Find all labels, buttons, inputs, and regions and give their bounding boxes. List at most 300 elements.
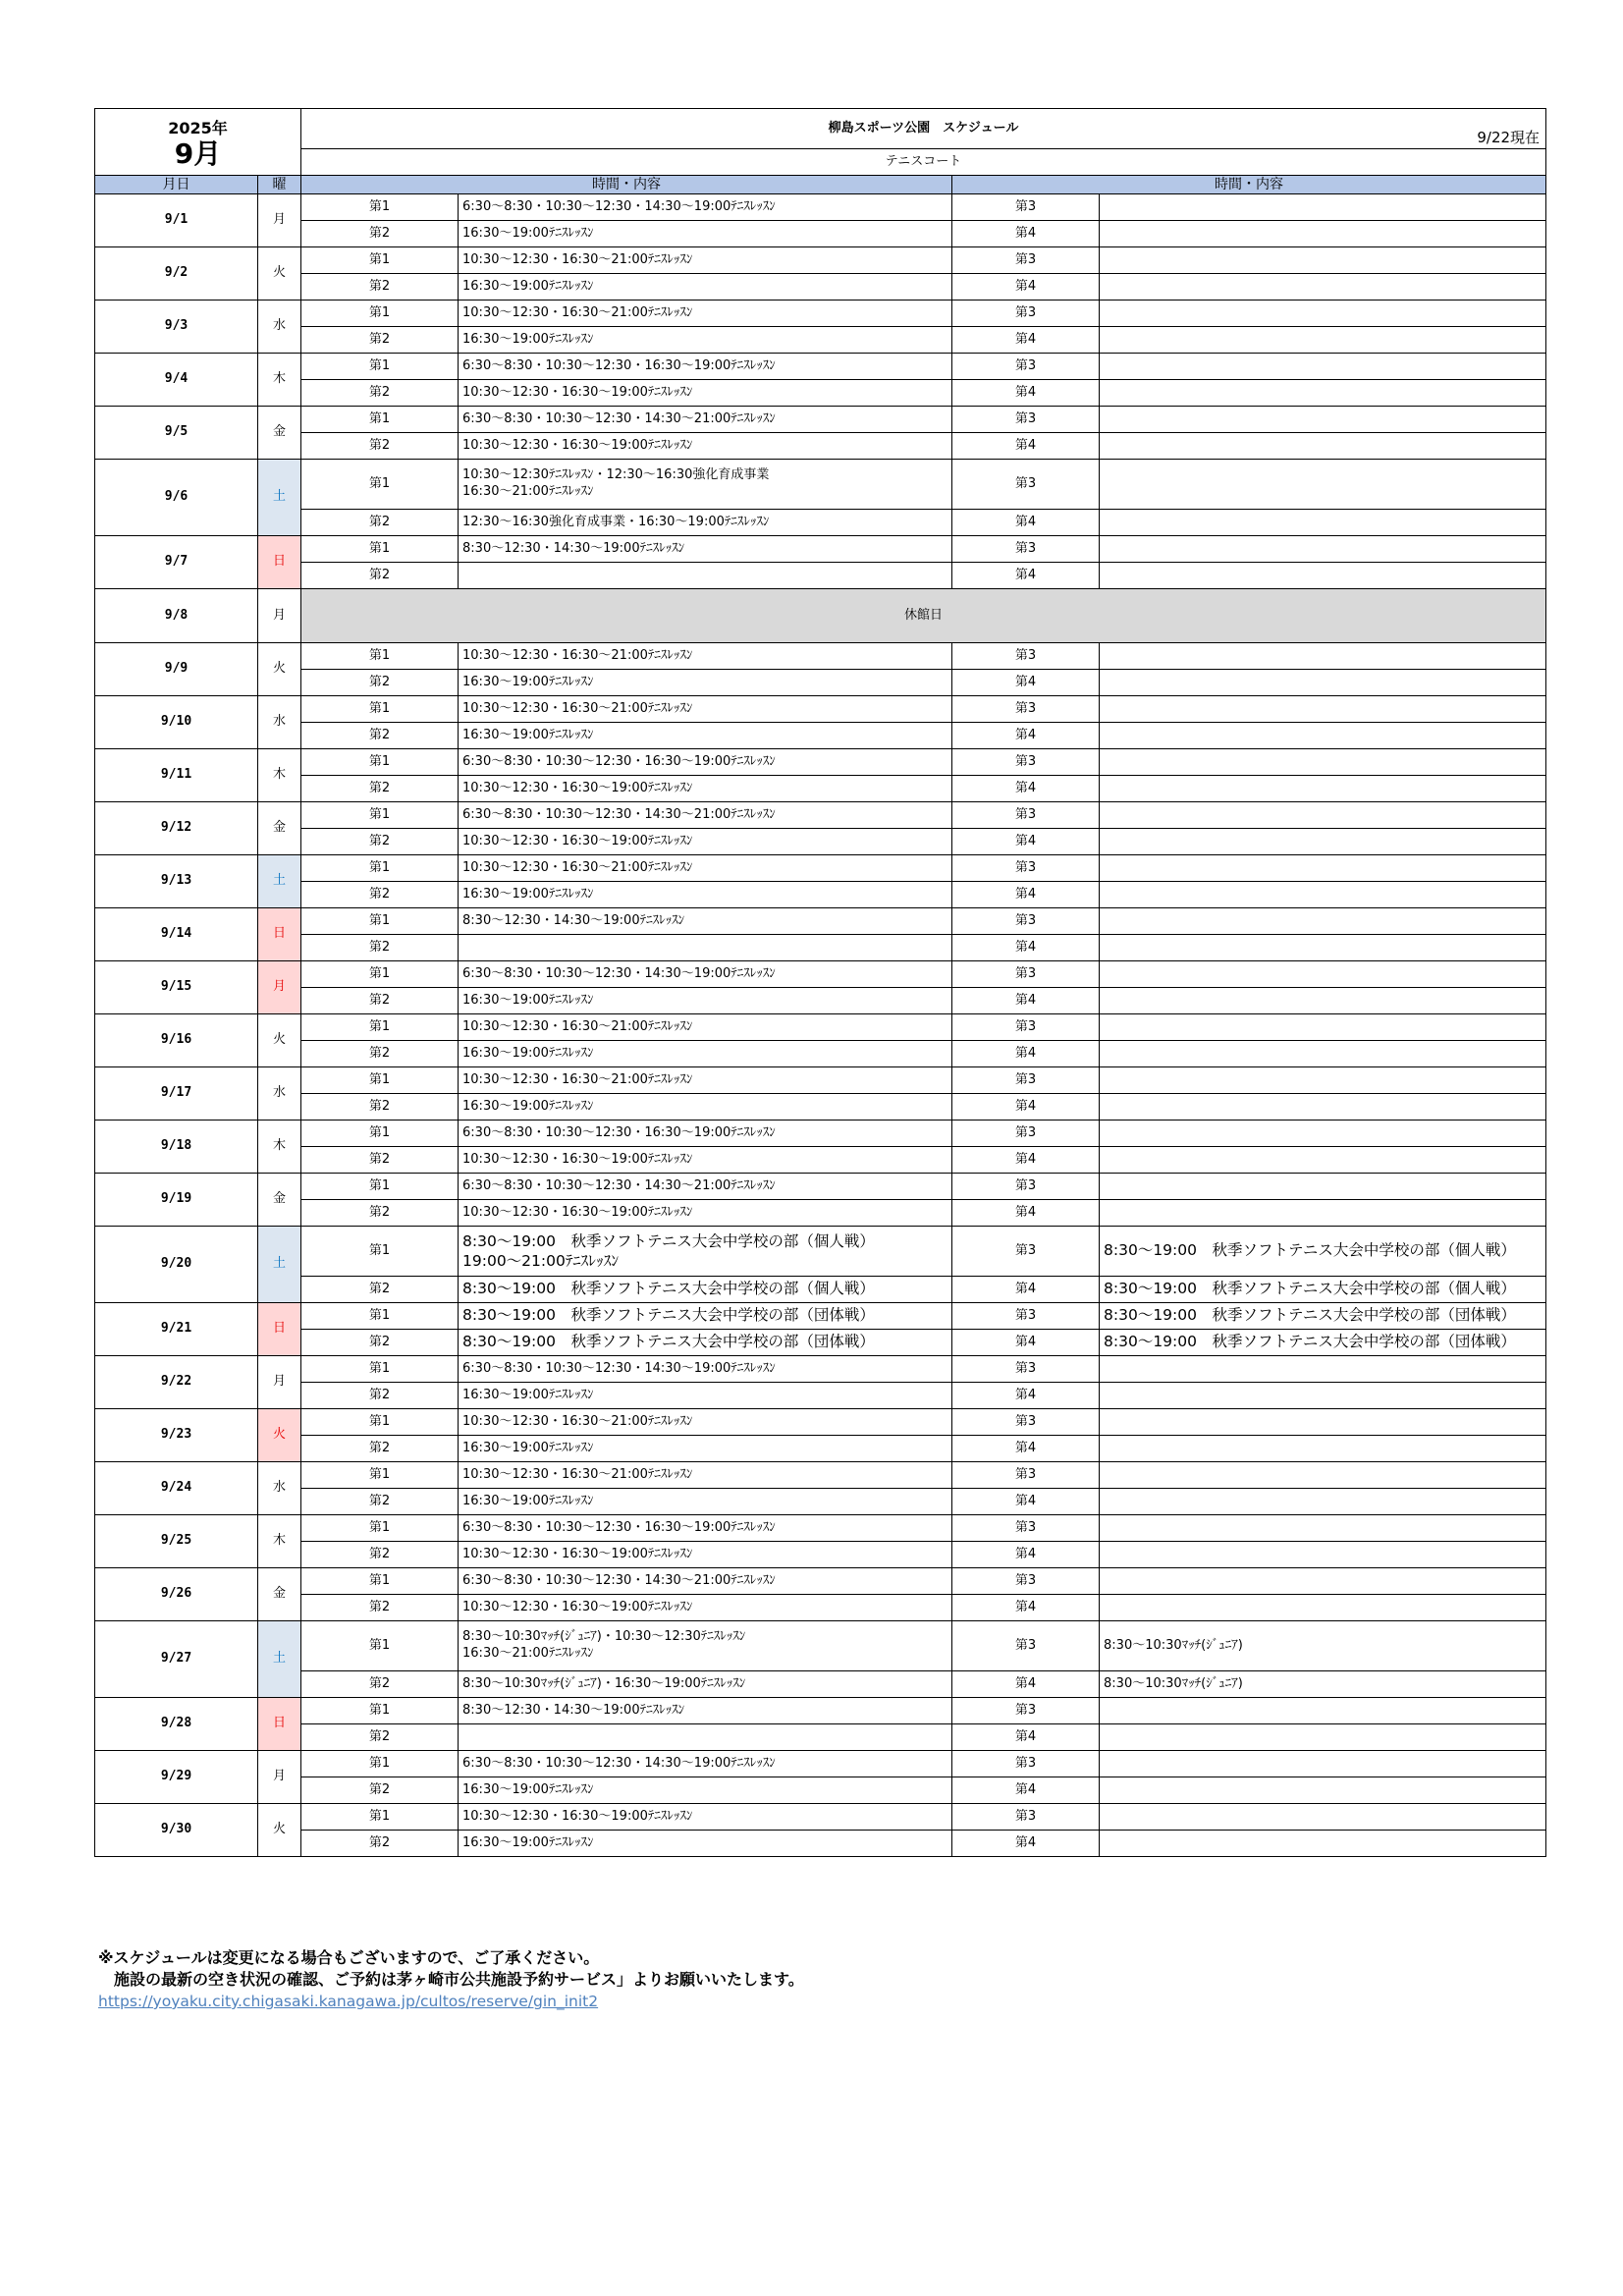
- court3-schedule: [1100, 1568, 1546, 1595]
- court-label: 第4: [952, 1041, 1100, 1067]
- court-label: 第1: [301, 908, 459, 935]
- court1-schedule: 10:30～12:30・16:30～21:00ﾃﾆｽﾚｯｽﾝ: [459, 301, 952, 327]
- schedule-row: [95, 354, 1546, 380]
- court4-schedule: [1100, 988, 1546, 1014]
- schedule-row: [95, 696, 1546, 723]
- court-label: 第2: [301, 670, 459, 696]
- schedule-row: [95, 563, 1546, 589]
- court-label: 第1: [301, 802, 459, 829]
- court-label: 第3: [952, 1014, 1100, 1041]
- court-label: 第2: [301, 1777, 459, 1804]
- court1-schedule: 6:30～8:30・10:30～12:30・14:30～21:00ﾃﾆｽﾚｯｽﾝ: [459, 407, 952, 433]
- schedule-row: [95, 1041, 1546, 1067]
- date-cell: 9/29: [95, 1751, 258, 1804]
- schedule-row: [95, 221, 1546, 247]
- court-label: 第4: [952, 433, 1100, 460]
- date-cell: 9/3: [95, 301, 258, 354]
- court-label: 第1: [301, 1698, 459, 1724]
- schedule-row-closed: [95, 589, 1546, 643]
- court-label: 第3: [952, 749, 1100, 776]
- court3-schedule: [1100, 1356, 1546, 1383]
- court3-schedule: [1100, 1174, 1546, 1200]
- court-label: 第3: [952, 301, 1100, 327]
- court1-schedule: 6:30～8:30・10:30～12:30・14:30～21:00ﾃﾆｽﾚｯｽﾝ: [459, 802, 952, 829]
- court-label: 第4: [952, 563, 1100, 589]
- court-label: 第3: [952, 1568, 1100, 1595]
- schedule-row: [95, 1067, 1546, 1094]
- court1-schedule: 10:30～12:30・16:30～21:00ﾃﾆｽﾚｯｽﾝ: [459, 643, 952, 670]
- court3-schedule: [1100, 1515, 1546, 1542]
- court-label: 第2: [301, 1831, 459, 1857]
- court-label: 第4: [952, 510, 1100, 536]
- schedule-row: [95, 1356, 1546, 1383]
- court-label: 第3: [952, 1409, 1100, 1436]
- court4-schedule: [1100, 1489, 1546, 1515]
- court4-schedule: [1100, 1724, 1546, 1751]
- court-label: 第2: [301, 1436, 459, 1462]
- court-label: 第1: [301, 536, 459, 563]
- date-cell: 9/1: [95, 194, 258, 247]
- date-cell: 9/25: [95, 1515, 258, 1568]
- court2-schedule: 10:30～12:30・16:30～19:00ﾃﾆｽﾚｯｽﾝ: [459, 1542, 952, 1568]
- court2-schedule: 16:30～19:00ﾃﾆｽﾚｯｽﾝ: [459, 1489, 952, 1515]
- court3-schedule: [1100, 1751, 1546, 1777]
- court2-schedule: 16:30～19:00ﾃﾆｽﾚｯｽﾝ: [459, 882, 952, 908]
- schedule-row: [95, 433, 1546, 460]
- court1-schedule: 8:30～19:00 秋季ソフトテニス大会中学校の部（個人戦） 19:00～21:00ﾃﾆｽﾚｯｽﾝ: [459, 1227, 952, 1277]
- court2-schedule: [459, 1724, 952, 1751]
- court-label: 第4: [952, 1724, 1100, 1751]
- year-label: 2025年: [168, 119, 228, 138]
- court-label: 第1: [301, 1174, 459, 1200]
- court-label: 第3: [952, 1356, 1100, 1383]
- court2-schedule: 10:30～12:30・16:30～19:00ﾃﾆｽﾚｯｽﾝ: [459, 1147, 952, 1174]
- court-label: 第4: [952, 380, 1100, 407]
- court2-schedule: 16:30～19:00ﾃﾆｽﾚｯｽﾝ: [459, 1436, 952, 1462]
- court-label: 第1: [301, 1751, 459, 1777]
- schedule-row: [95, 1831, 1546, 1857]
- schedule-row: [95, 643, 1546, 670]
- weekday-cell: 金: [258, 407, 301, 460]
- court-label: 第1: [301, 1804, 459, 1831]
- court4-schedule: [1100, 1147, 1546, 1174]
- court-label: 第1: [301, 1462, 459, 1489]
- court2-schedule: 12:30～16:30強化育成事業・16:30～19:00ﾃﾆｽﾚｯｽﾝ: [459, 510, 952, 536]
- court-label: 第3: [952, 460, 1100, 510]
- court-label: 第2: [301, 1147, 459, 1174]
- weekday-cell: 月: [258, 1751, 301, 1804]
- date-cell: 9/18: [95, 1121, 258, 1174]
- date-cell: 9/15: [95, 961, 258, 1014]
- weekday-cell: 水: [258, 1067, 301, 1121]
- court3-schedule: [1100, 1804, 1546, 1831]
- schedule-row: [95, 1621, 1546, 1671]
- court-label: 第3: [952, 536, 1100, 563]
- court-label: 第1: [301, 855, 459, 882]
- date-cell: 9/14: [95, 908, 258, 961]
- court-label: 第2: [301, 1595, 459, 1621]
- schedule-row: [95, 1383, 1546, 1409]
- court-label: 第4: [952, 1147, 1100, 1174]
- date-cell: 9/23: [95, 1409, 258, 1462]
- schedule-row: [95, 855, 1546, 882]
- date-cell: 9/27: [95, 1621, 258, 1698]
- weekday-cell: 日: [258, 536, 301, 589]
- court-label: 第1: [301, 407, 459, 433]
- weekday-cell: 日: [258, 1698, 301, 1751]
- court3-schedule: [1100, 536, 1546, 563]
- schedule-sheet: [94, 108, 1545, 1857]
- court1-schedule: 10:30～12:30・16:30～21:00ﾃﾆｽﾚｯｽﾝ: [459, 1462, 952, 1489]
- court-label: 第3: [952, 1067, 1100, 1094]
- schedule-table: [94, 108, 1546, 1857]
- schedule-row: [95, 1174, 1546, 1200]
- weekday-cell: 水: [258, 301, 301, 354]
- court-label: 第2: [301, 776, 459, 802]
- court-label: 第4: [952, 1595, 1100, 1621]
- court-label: 第1: [301, 247, 459, 274]
- court4-schedule: [1100, 221, 1546, 247]
- court3-schedule: [1100, 1014, 1546, 1041]
- court-label: 第2: [301, 1330, 459, 1356]
- court2-schedule: 16:30～19:00ﾃﾆｽﾚｯｽﾝ: [459, 1831, 952, 1857]
- court-label: 第1: [301, 1121, 459, 1147]
- court4-schedule: 8:30～19:00 秋季ソフトテニス大会中学校の部（個人戦）: [1100, 1277, 1546, 1303]
- court1-schedule: 6:30～8:30・10:30～12:30・16:30～19:00ﾃﾆｽﾚｯｽﾝ: [459, 749, 952, 776]
- court-label: 第2: [301, 1277, 459, 1303]
- court2-schedule: 10:30～12:30・16:30～19:00ﾃﾆｽﾚｯｽﾝ: [459, 829, 952, 855]
- column-header-date: 月日: [95, 176, 258, 194]
- weekday-cell: 日: [258, 908, 301, 961]
- court-label: 第1: [301, 194, 459, 221]
- court4-schedule: [1100, 1542, 1546, 1568]
- weekday-cell: 日: [258, 1303, 301, 1356]
- court2-schedule: 16:30～19:00ﾃﾆｽﾚｯｽﾝ: [459, 274, 952, 301]
- court-label: 第2: [301, 1671, 459, 1698]
- court2-schedule: 16:30～19:00ﾃﾆｽﾚｯｽﾝ: [459, 988, 952, 1014]
- court-label: 第4: [952, 1436, 1100, 1462]
- schedule-row: [95, 1303, 1546, 1330]
- court-label: 第4: [952, 935, 1100, 961]
- court-label: 第1: [301, 1014, 459, 1041]
- court-label: 第2: [301, 1094, 459, 1121]
- court3-schedule: [1100, 354, 1546, 380]
- schedule-row: [95, 670, 1546, 696]
- court2-schedule: 10:30～12:30・16:30～19:00ﾃﾆｽﾚｯｽﾝ: [459, 1595, 952, 1621]
- court4-schedule: [1100, 670, 1546, 696]
- court-label: 第1: [301, 696, 459, 723]
- court3-schedule: [1100, 696, 1546, 723]
- court4-schedule: [1100, 563, 1546, 589]
- court-label: 第4: [952, 670, 1100, 696]
- date-cell: 9/11: [95, 749, 258, 802]
- court-label: 第4: [952, 1094, 1100, 1121]
- court1-schedule: 6:30～8:30・10:30～12:30・14:30～19:00ﾃﾆｽﾚｯｽﾝ: [459, 194, 952, 221]
- weekday-cell: 月: [258, 1356, 301, 1409]
- footer-notes: [98, 1947, 804, 2012]
- court3-schedule: [1100, 1067, 1546, 1094]
- court4-schedule: [1100, 723, 1546, 749]
- schedule-row: [95, 510, 1546, 536]
- schedule-row: [95, 536, 1546, 563]
- court1-schedule: 10:30～12:30・16:30～19:00ﾃﾆｽﾚｯｽﾝ: [459, 1804, 952, 1831]
- schedule-row: [95, 1409, 1546, 1436]
- weekday-cell: 金: [258, 802, 301, 855]
- court-label: 第2: [301, 274, 459, 301]
- court2-schedule: 8:30～19:00 秋季ソフトテニス大会中学校の部（団体戦）: [459, 1330, 952, 1356]
- court4-schedule: [1100, 1041, 1546, 1067]
- court2-schedule: 16:30～19:00ﾃﾆｽﾚｯｽﾝ: [459, 670, 952, 696]
- month-label: 9月: [174, 137, 222, 170]
- court2-schedule: 8:30～10:30ﾏｯﾁ(ｼﾞｭﾆｱ)・16:30～19:00ﾃﾆｽﾚｯｽﾝ: [459, 1671, 952, 1698]
- court1-schedule: 6:30～8:30・10:30～12:30・16:30～19:00ﾃﾆｽﾚｯｽﾝ: [459, 1121, 952, 1147]
- court4-schedule: [1100, 776, 1546, 802]
- date-cell: 9/16: [95, 1014, 258, 1067]
- schedule-row: [95, 1568, 1546, 1595]
- schedule-row: [95, 1777, 1546, 1804]
- court1-schedule: 10:30～12:30・16:30～21:00ﾃﾆｽﾚｯｽﾝ: [459, 247, 952, 274]
- weekday-cell: 水: [258, 1462, 301, 1515]
- court-label: 第4: [952, 1489, 1100, 1515]
- court4-schedule: [1100, 274, 1546, 301]
- court3-schedule: [1100, 301, 1546, 327]
- date-cell: 9/8: [95, 589, 258, 643]
- court-label: 第2: [301, 988, 459, 1014]
- court-label: 第3: [952, 643, 1100, 670]
- facility-subtitle: テニスコート: [301, 149, 1546, 176]
- court-label: 第4: [952, 327, 1100, 354]
- court-label: 第3: [952, 194, 1100, 221]
- schedule-row: [95, 988, 1546, 1014]
- court-label: 第1: [301, 1356, 459, 1383]
- date-cell: 9/2: [95, 247, 258, 301]
- date-cell: 9/7: [95, 536, 258, 589]
- date-cell: 9/10: [95, 696, 258, 749]
- court1-schedule: 6:30～8:30・10:30～12:30・16:30～19:00ﾃﾆｽﾚｯｽﾝ: [459, 1515, 952, 1542]
- column-header-dow: 曜: [258, 176, 301, 194]
- header-row-subtitle: [95, 149, 1546, 176]
- year-month-cell: [95, 109, 301, 176]
- date-cell: 9/19: [95, 1174, 258, 1227]
- court2-schedule: 10:30～12:30・16:30～19:00ﾃﾆｽﾚｯｽﾝ: [459, 433, 952, 460]
- court-label: 第3: [952, 1462, 1100, 1489]
- court4-schedule: [1100, 935, 1546, 961]
- date-cell: 9/17: [95, 1067, 258, 1121]
- as-of-date: 9/22現在: [1477, 128, 1541, 146]
- court2-schedule: 16:30～19:00ﾃﾆｽﾚｯｽﾝ: [459, 1094, 952, 1121]
- weekday-cell: 土: [258, 855, 301, 908]
- court2-schedule: 10:30～12:30・16:30～19:00ﾃﾆｽﾚｯｽﾝ: [459, 1200, 952, 1227]
- court3-schedule: [1100, 749, 1546, 776]
- court3-schedule: [1100, 407, 1546, 433]
- schedule-row: [95, 908, 1546, 935]
- court4-schedule: [1100, 1436, 1546, 1462]
- court4-schedule: [1100, 433, 1546, 460]
- court3-schedule: 8:30～10:30ﾏｯﾁ(ｼﾞｭﾆｱ): [1100, 1621, 1546, 1671]
- schedule-row: [95, 247, 1546, 274]
- court1-schedule: 8:30～10:30ﾏｯﾁ(ｼﾞｭﾆｱ)・10:30～12:30ﾃﾆｽﾚｯｽﾝ 16:30～21:00ﾃﾆｽﾚｯｽﾝ: [459, 1621, 952, 1671]
- court-label: 第4: [952, 1831, 1100, 1857]
- court-label: 第2: [301, 1200, 459, 1227]
- court-label: 第3: [952, 1121, 1100, 1147]
- court-label: 第1: [301, 460, 459, 510]
- court-label: 第2: [301, 221, 459, 247]
- court-label: 第3: [952, 1515, 1100, 1542]
- date-cell: 9/22: [95, 1356, 258, 1409]
- court3-schedule: [1100, 247, 1546, 274]
- schedule-row: [95, 380, 1546, 407]
- weekday-cell: 土: [258, 1227, 301, 1303]
- column-header-row: [95, 176, 1546, 194]
- schedule-row: [95, 460, 1546, 510]
- court-label: 第2: [301, 327, 459, 354]
- court1-schedule: 10:30～12:30・16:30～21:00ﾃﾆｽﾚｯｽﾝ: [459, 1067, 952, 1094]
- court-label: 第4: [952, 723, 1100, 749]
- schedule-row: [95, 301, 1546, 327]
- court4-schedule: [1100, 1777, 1546, 1804]
- date-cell: 9/26: [95, 1568, 258, 1621]
- schedule-row: [95, 194, 1546, 221]
- court4-schedule: [1100, 1200, 1546, 1227]
- court4-schedule: [1100, 1595, 1546, 1621]
- court-label: 第1: [301, 749, 459, 776]
- weekday-cell: 木: [258, 354, 301, 407]
- court-label: 第3: [952, 855, 1100, 882]
- court-label: 第4: [952, 1383, 1100, 1409]
- court-label: 第1: [301, 643, 459, 670]
- court-label: 第3: [952, 1751, 1100, 1777]
- date-cell: 9/24: [95, 1462, 258, 1515]
- page-title: 柳島スポーツ公園 スケジュール: [828, 120, 1019, 136]
- court1-schedule: 6:30～8:30・10:30～12:30・14:30～19:00ﾃﾆｽﾚｯｽﾝ: [459, 1751, 952, 1777]
- court-label: 第1: [301, 961, 459, 988]
- court4-schedule: [1100, 510, 1546, 536]
- court-label: 第3: [952, 961, 1100, 988]
- weekday-cell: 木: [258, 1515, 301, 1568]
- note-reservation-info: 施設の最新の空き状況の確認、ご予約は茅ヶ崎市公共施設予約サービス」よりお願いいたします。: [98, 1970, 804, 1989]
- court3-schedule: [1100, 643, 1546, 670]
- court-label: 第3: [952, 1698, 1100, 1724]
- court1-schedule: 8:30～12:30・14:30～19:00ﾃﾆｽﾚｯｽﾝ: [459, 908, 952, 935]
- schedule-row: [95, 1698, 1546, 1724]
- court-label: 第3: [952, 1227, 1100, 1277]
- court-label: 第3: [952, 1804, 1100, 1831]
- court3-schedule: [1100, 1121, 1546, 1147]
- schedule-row: [95, 327, 1546, 354]
- weekday-cell: 水: [258, 696, 301, 749]
- schedule-row: [95, 829, 1546, 855]
- court2-schedule: 10:30～12:30・16:30～19:00ﾃﾆｽﾚｯｽﾝ: [459, 776, 952, 802]
- court1-schedule: 8:30～12:30・14:30～19:00ﾃﾆｽﾚｯｽﾝ: [459, 536, 952, 563]
- weekday-cell: 金: [258, 1174, 301, 1227]
- court2-schedule: 16:30～19:00ﾃﾆｽﾚｯｽﾝ: [459, 1383, 952, 1409]
- court4-schedule: [1100, 1383, 1546, 1409]
- court-label: 第1: [301, 1621, 459, 1671]
- schedule-row: [95, 882, 1546, 908]
- closed-day-cell: 休館日: [301, 589, 1546, 643]
- court2-schedule: [459, 935, 952, 961]
- schedule-row: [95, 1094, 1546, 1121]
- weekday-cell: 火: [258, 1014, 301, 1067]
- court2-schedule: 10:30～12:30・16:30～19:00ﾃﾆｽﾚｯｽﾝ: [459, 380, 952, 407]
- court2-schedule: 16:30～19:00ﾃﾆｽﾚｯｽﾝ: [459, 723, 952, 749]
- date-cell: 9/9: [95, 643, 258, 696]
- court2-schedule: [459, 563, 952, 589]
- schedule-row: [95, 723, 1546, 749]
- schedule-row: [95, 935, 1546, 961]
- court-label: 第2: [301, 935, 459, 961]
- court2-schedule: 16:30～19:00ﾃﾆｽﾚｯｽﾝ: [459, 221, 952, 247]
- court-label: 第2: [301, 510, 459, 536]
- court-label: 第4: [952, 1542, 1100, 1568]
- title-cell: [301, 109, 1546, 149]
- court-label: 第1: [301, 1227, 459, 1277]
- schedule-row: [95, 1724, 1546, 1751]
- schedule-row: [95, 1147, 1546, 1174]
- schedule-row: [95, 1462, 1546, 1489]
- schedule-row: [95, 1200, 1546, 1227]
- court1-schedule: 10:30～12:30ﾃﾆｽﾚｯｽﾝ・12:30～16:30強化育成事業 16:30～21:00ﾃﾆｽﾚｯｽﾝ: [459, 460, 952, 510]
- weekday-cell: 木: [258, 749, 301, 802]
- schedule-row: [95, 1542, 1546, 1568]
- court-label: 第4: [952, 829, 1100, 855]
- weekday-cell: 土: [258, 460, 301, 536]
- date-cell: 9/5: [95, 407, 258, 460]
- court4-schedule: 8:30～19:00 秋季ソフトテニス大会中学校の部（団体戦）: [1100, 1330, 1546, 1356]
- schedule-row: [95, 749, 1546, 776]
- date-cell: 9/28: [95, 1698, 258, 1751]
- court-label: 第1: [301, 1067, 459, 1094]
- court4-schedule: [1100, 1831, 1546, 1857]
- column-header-content-left: 時間・内容: [301, 176, 952, 194]
- court4-schedule: [1100, 327, 1546, 354]
- court-label: 第2: [301, 882, 459, 908]
- court-label: 第3: [952, 247, 1100, 274]
- court1-schedule: 6:30～8:30・10:30～12:30・16:30～19:00ﾃﾆｽﾚｯｽﾝ: [459, 354, 952, 380]
- court3-schedule: 8:30～19:00 秋季ソフトテニス大会中学校の部（団体戦）: [1100, 1303, 1546, 1330]
- schedule-row: [95, 1277, 1546, 1303]
- court-label: 第4: [952, 988, 1100, 1014]
- schedule-row: [95, 1014, 1546, 1041]
- court-label: 第1: [301, 354, 459, 380]
- schedule-row: [95, 1671, 1546, 1698]
- court4-schedule: [1100, 829, 1546, 855]
- schedule-row: [95, 1436, 1546, 1462]
- date-cell: 9/21: [95, 1303, 258, 1356]
- court-label: 第3: [952, 407, 1100, 433]
- court-label: 第3: [952, 354, 1100, 380]
- weekday-cell: 月: [258, 961, 301, 1014]
- court1-schedule: 8:30～12:30・14:30～19:00ﾃﾆｽﾚｯｽﾝ: [459, 1698, 952, 1724]
- court-label: 第2: [301, 1383, 459, 1409]
- court3-schedule: [1100, 802, 1546, 829]
- court1-schedule: 8:30～19:00 秋季ソフトテニス大会中学校の部（団体戦）: [459, 1303, 952, 1330]
- court-label: 第4: [952, 1330, 1100, 1356]
- court3-schedule: [1100, 1462, 1546, 1489]
- court-label: 第1: [301, 1303, 459, 1330]
- court4-schedule: [1100, 380, 1546, 407]
- header-row-title: [95, 109, 1546, 149]
- court-label: 第3: [952, 1303, 1100, 1330]
- court-label: 第2: [301, 1724, 459, 1751]
- schedule-row: [95, 1515, 1546, 1542]
- court3-schedule: [1100, 1409, 1546, 1436]
- court1-schedule: 10:30～12:30・16:30～21:00ﾃﾆｽﾚｯｽﾝ: [459, 1409, 952, 1436]
- court1-schedule: 10:30～12:30・16:30～21:00ﾃﾆｽﾚｯｽﾝ: [459, 1014, 952, 1041]
- court-label: 第2: [301, 433, 459, 460]
- reservation-link[interactable]: https://yoyaku.city.chigasaki.kanagawa.jp/cultos/reserve/gin_init2: [98, 1993, 599, 2010]
- court3-schedule: [1100, 460, 1546, 510]
